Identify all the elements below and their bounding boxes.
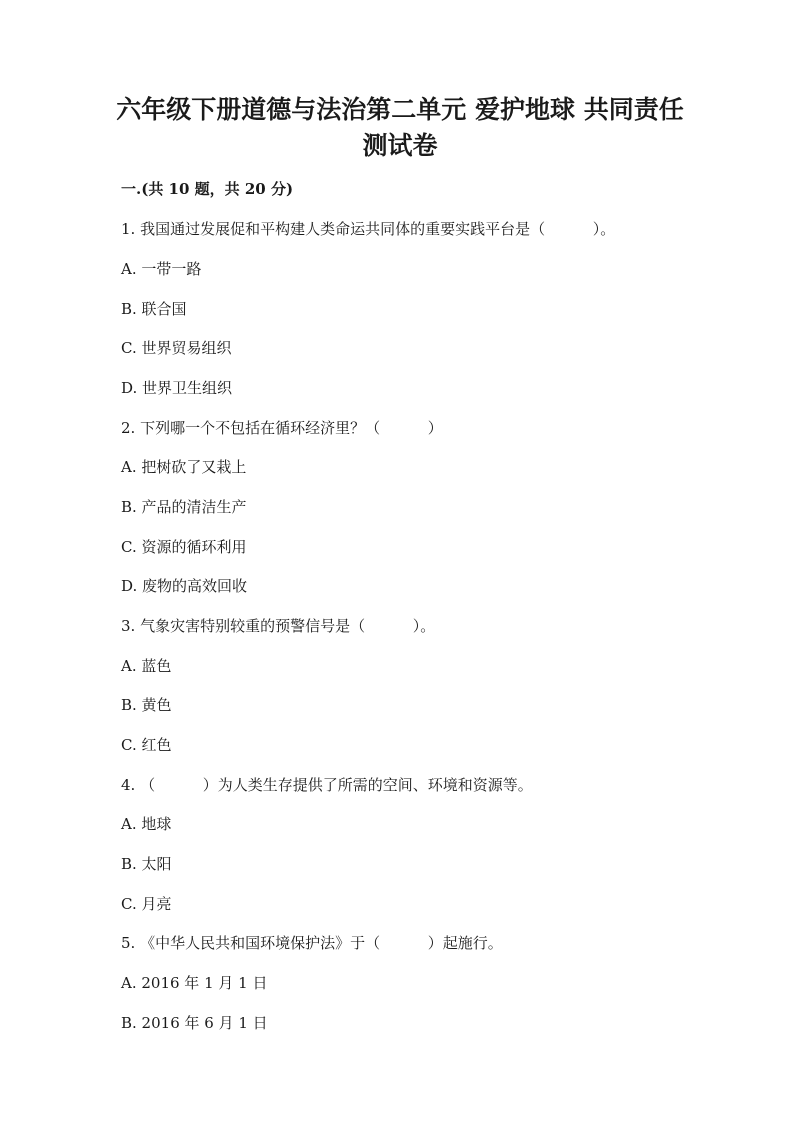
- question-3-stem: 3. 气象灾害特别较重的预警信号是（ ）。: [121, 617, 436, 635]
- question-5-stem: 5. 《中华人民共和国环境保护法》于（ ）起施行。: [121, 934, 503, 952]
- question-1-option-b: B. 联合国: [121, 300, 187, 318]
- page-title: 六年级下册道德与法治第二单元 爱护地球 共同责任 测试卷: [116, 95, 684, 160]
- question-1-option-a: A. 一带一路: [121, 260, 202, 278]
- question-4-stem: 4. （ ）为人类生存提供了所需的空间、环境和资源等。: [121, 776, 533, 794]
- question-5-option-b: B. 2016 年 6 月 1 日: [121, 1014, 268, 1032]
- question-2-stem: 2. 下列哪一个不包括在循环经济里？（ ）: [121, 419, 443, 437]
- question-2-option-a: A. 把树砍了又栽上: [121, 458, 247, 476]
- question-1-option-c: C. 世界贸易组织: [121, 339, 232, 357]
- question-1-stem: 1. 我国通过发展促和平构建人类命运共同体的重要实践平台是（ ）。: [121, 220, 616, 238]
- section-heading: 一.(共 10 题，共 20 分): [121, 180, 294, 198]
- question-1-option-d: D. 世界卫生组织: [121, 379, 233, 397]
- question-3-option-c: C. 红色: [121, 736, 172, 754]
- question-4-option-a: A. 地球: [121, 815, 172, 833]
- question-2-option-d: D. 废物的高效回收: [121, 577, 248, 595]
- question-3-option-a: A. 蓝色: [121, 657, 172, 675]
- question-3-option-b: B. 黄色: [121, 696, 172, 714]
- question-2-option-c: C. 资源的循环利用: [121, 538, 247, 556]
- question-2-option-b: B. 产品的清洁生产: [121, 498, 247, 516]
- question-4-option-b: B. 太阳: [121, 855, 172, 873]
- question-4-option-c: C. 月亮: [121, 895, 172, 913]
- question-5-option-a: A. 2016 年 1 月 1 日: [121, 974, 268, 992]
